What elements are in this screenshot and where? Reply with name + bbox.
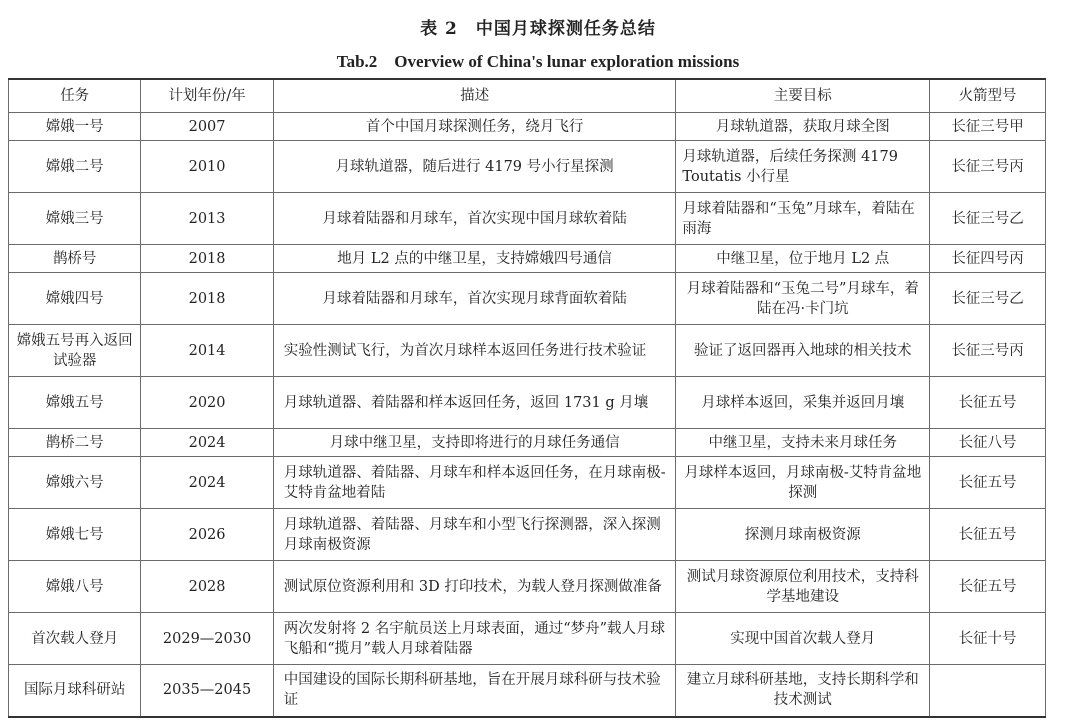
cell-description: 月球中继卫星，支持即将进行的月球任务通信 [273,429,676,457]
cell-rocket: 长征三号丙 [930,325,1046,377]
cell-rocket: 长征八号 [930,429,1046,457]
table-row [9,665,1046,717]
cell-rocket: 长征五号 [930,509,1046,561]
cell-rocket [930,665,1046,717]
cell-rocket: 长征三号乙 [930,273,1046,325]
cell-description: 月球着陆器和月球车，首次实现月球背面软着陆 [273,273,676,325]
cell-rocket: 长征三号乙 [930,193,1046,245]
table-row [9,377,1046,429]
cell-task: 嫦娥八号 [9,561,141,613]
table-row [9,457,1046,509]
cell-description: 中国建设的国际长期科研基地，旨在开展月球科研与技术验证 [273,665,676,717]
table-header-row [9,79,1046,113]
cell-goal: 月球着陆器和“玉兔二号”月球车，着陆在冯·卡门坑 [676,273,930,325]
cell-task: 嫦娥四号 [9,273,141,325]
cell-description: 月球着陆器和月球车，首次实现中国月球软着陆 [273,193,676,245]
table-row [9,141,1046,193]
cell-description: 月球轨道器、着陆器和样本返回任务，返回 1731 g 月壤 [273,377,676,429]
cell-rocket: 长征十号 [930,613,1046,665]
cell-task: 首次载人登月 [9,613,141,665]
cell-year: 2020 [141,377,273,429]
cell-goal: 中继卫星，支持未来月球任务 [676,429,930,457]
cell-task: 嫦娥二号 [9,141,141,193]
cell-task: 嫦娥五号 [9,377,141,429]
cell-description: 测试原位资源利用和 3D 打印技术，为载人登月探测做准备 [273,561,676,613]
table-row [9,113,1046,141]
cell-year: 2028 [141,561,273,613]
cell-year: 2018 [141,273,273,325]
cell-year: 2026 [141,509,273,561]
cell-goal: 月球着陆器和“玉兔”月球车，着陆在雨海 [676,193,930,245]
header-description: 描述 [273,79,676,113]
cell-year: 2010 [141,141,273,193]
cell-year: 2013 [141,193,273,245]
table-title-cn: 表 2 中国月球探测任务总结 [420,19,656,39]
table-row [9,245,1046,273]
cell-task: 嫦娥三号 [9,193,141,245]
cell-year: 2024 [141,429,273,457]
cell-rocket: 长征五号 [930,377,1046,429]
cell-goal: 验证了返回器再入地球的相关技术 [676,325,930,377]
cell-description: 月球轨道器、着陆器、月球车和小型飞行探测器，深入探测月球南极资源 [273,509,676,561]
table-row [9,561,1046,613]
cell-description: 实验性测试飞行，为首次月球样本返回任务进行技术验证 [273,325,676,377]
table-row [9,429,1046,457]
cell-task: 嫦娥一号 [9,113,141,141]
cell-year: 2029—2030 [141,613,273,665]
cell-goal: 实现中国首次载人登月 [676,613,930,665]
cell-year: 2018 [141,245,273,273]
cell-task: 鹊桥号 [9,245,141,273]
table-row [9,325,1046,377]
cell-goal: 月球轨道器，后续任务探测 4179 Toutatis 小行星 [676,141,930,193]
cell-goal: 建立月球科研基地，支持长期科学和技术测试 [676,665,930,717]
table-title-en: Tab.2 Overview of China's lunar exploration missions [336,52,740,71]
cell-description: 两次发射将 2 名宇航员送上月球表面，通过“梦舟”载人月球飞船和“揽月”载人月球着陆器 [273,613,676,665]
cell-rocket: 长征五号 [930,457,1046,509]
cell-description: 首个中国月球探测任务，绕月飞行 [273,113,676,141]
cell-task: 嫦娥七号 [9,509,141,561]
cell-rocket: 长征四号丙 [930,245,1046,273]
cell-year: 2007 [141,113,273,141]
cell-goal: 中继卫星，位于地月 L2 点 [676,245,930,273]
cell-goal: 测试月球资源原位利用技术，支持科学基地建设 [676,561,930,613]
table-row [9,193,1046,245]
header-rocket: 火箭型号 [930,79,1046,113]
cell-goal: 月球样本返回，月球南极-艾特肯盆地探测 [676,457,930,509]
missions-table [8,78,1046,718]
cell-year: 2035—2045 [141,665,273,717]
header-task: 任务 [9,79,141,113]
table-row [9,273,1046,325]
header-goal: 主要目标 [676,79,930,113]
table-row [9,509,1046,561]
cell-goal: 月球轨道器，获取月球全图 [676,113,930,141]
cell-year: 2024 [141,457,273,509]
cell-year: 2014 [141,325,273,377]
cell-task: 嫦娥六号 [9,457,141,509]
table-row [9,613,1046,665]
cell-description: 地月 L2 点的中继卫星，支持嫦娥四号通信 [273,245,676,273]
cell-description: 月球轨道器、着陆器、月球车和样本返回任务，在月球南极-艾特肯盆地着陆 [273,457,676,509]
cell-task: 国际月球科研站 [9,665,141,717]
cell-rocket: 长征三号甲 [930,113,1046,141]
cell-goal: 月球样本返回，采集并返回月壤 [676,377,930,429]
cell-rocket: 长征五号 [930,561,1046,613]
cell-rocket: 长征三号丙 [930,141,1046,193]
cell-goal: 探测月球南极资源 [676,509,930,561]
cell-task: 鹊桥二号 [9,429,141,457]
header-year: 计划年份/年 [141,79,273,113]
cell-task: 嫦娥五号再入返回试验器 [9,325,141,377]
cell-description: 月球轨道器，随后进行 4179 号小行星探测 [273,141,676,193]
